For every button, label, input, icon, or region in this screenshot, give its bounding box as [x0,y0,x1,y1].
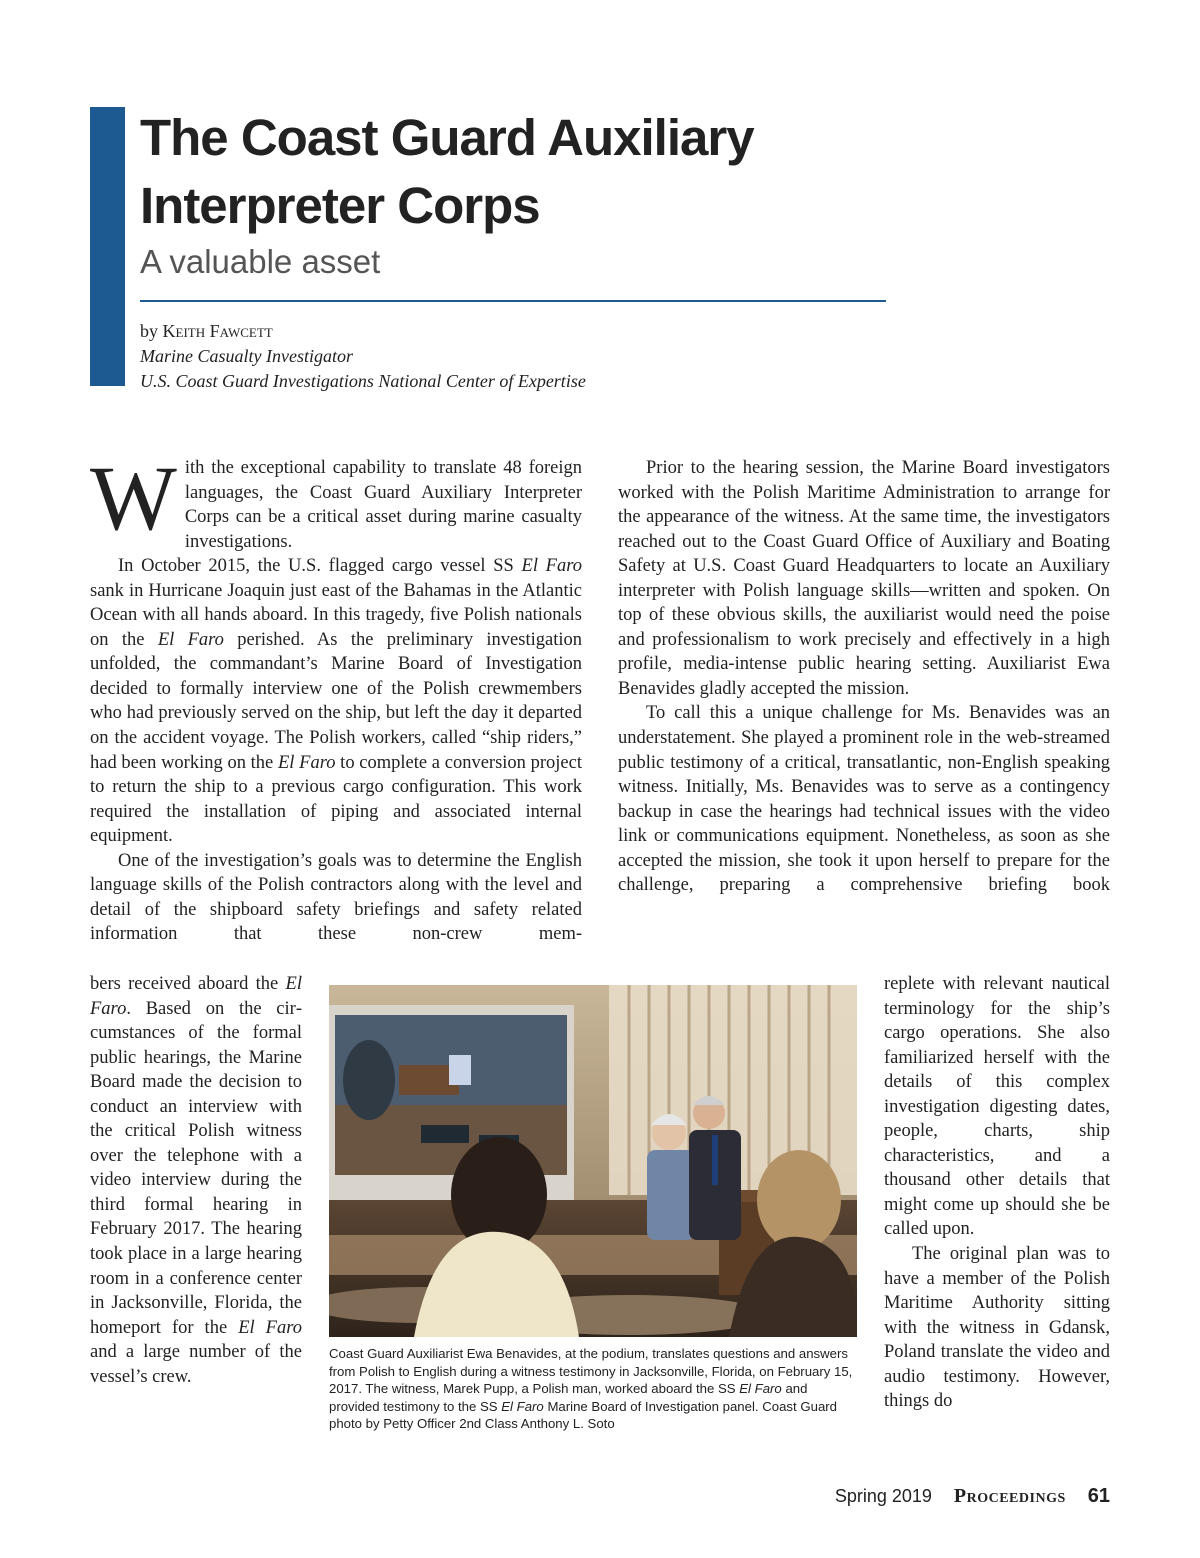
article-subtitle: A valuable asset [140,243,381,280]
title-line-2: Interpreter Corps [140,177,540,234]
right-column [618,456,1110,898]
article-title [140,104,1040,240]
page-number: 61 [1087,1485,1110,1507]
author-name: Keith Fawcett [162,321,273,341]
author-organization: U.S. Coast Guard Investigations National Center of Expertise [140,371,586,391]
byline [140,319,586,394]
paragraph-unique-challenge-cont: replete with relevant nautical terminology for the ship’s cargo operations. She also familiarized herself with the details of this complex investigation digesting dates, people, charts, ship characteristics, and a thousand other details that might come up should she be called upon. [884,974,1110,1240]
byline-prefix: by [140,321,158,341]
title-divider [140,300,886,302]
left-narrow-column [90,972,302,1389]
photo-caption: Coast Guard Auxiliarist Ewa Benavides, at the podium, translates questions and answers from Polish to English during a witness testimony in Jacksonville, Florida, on February 15, 2017. The witness, Marek Pupp, a Polish man, worked aboard the SS El Faro and provided testimony to the SS El Faro Marine Board of Investigation panel. Coast Guard photo by Petty Officer 2nd Class Anthony L. Soto [329,1346,853,1432]
title-accent-bar [90,107,125,386]
page-footer [835,1485,1110,1508]
paragraph-investigation-goals: One of the investigation’s goals was to determine the English language skills of the Polish contractors along with the level and detail of the shipboard safety briefings and safety related information that these non-crew mem- [90,850,582,945]
paragraph-hearing-prep: Prior to the hearing session, the Marine Board investigators worked with the Polish Maritime Administration to arrange for the appearance of the witness. At the same time, the investigators reached out to the Coast Guard Office of Auxiliary and Boating Safety at U.S. Coast Guard Headquarters to locate an Auxiliary interpreter with Polish language skills—written and spoken. On top of these obvious skills, the auxiliarist would need the poise and professionalism to work precisely and effectively in a high profile, media-intense public hearing setting. Auxiliarist Ewa Benavides gladly accepted the mission. [618,458,1110,699]
drop-cap: W [90,447,177,549]
paragraph-original-plan: The original plan was to have a member of the Polish Maritime Authority sitting with the witness in Gdansk, Poland translate the video and audio testimony. However, things do [884,1244,1110,1412]
paragraph-unique-challenge: To call this a unique challenge for Ms. Benavides was an understatement. She played a prominent role in the web-streamed public testimony of a critical, transatlantic, non-English speaking witness. Initially, Ms. Benavides was to serve as a contingency backup in case the hearings had technical issues with the video link or communications equipment. Nonetheless, as soon as she accepted the mission, she took it upon herself to prepare for the challenge, preparing a comprehensive briefing book [618,703,1110,896]
issue-date: Spring 2019 [834,1486,932,1506]
hearing-photo [329,985,857,1337]
right-narrow-column [884,972,1110,1414]
title-line-1: The Coast Guard Auxiliary [140,109,754,166]
left-column [90,447,582,947]
intro-paragraph: With the exceptional capability to translate 48 foreign languages, the Coast Guard Auxiliary Interpreter Corps can be a critical asset during marine casualty investigations. [90,447,582,552]
publication-name: Proceedings [953,1485,1066,1507]
paragraph-el-faro-sinking: In October 2015, the U.S. flagged cargo vessel SS El Faro sank in Hurricane Joaquin just east of the Bahamas in the Atlantic Ocean with all hands aboard. In this tragedy, five Polish nationals on the El Faro perished. As the preliminary investigation unfolded, the commandant’s Marine Board of Investigation decided to formally interview one of the Polish crewmembers who had previously served on the ship, but left the day it departed on the accident voyage. The Polish workers, called “ship riders,” had been working on the El Faro to complete a conversion project to return the ship to a previous cargo configuration. This work required the installation of piping and associated internal equipment. [90,556,582,847]
author-role: Marine Casualty Investigator [140,346,353,366]
paragraph-investigation-goals-cont: bers received aboard the El Faro. Based on the circumstances of the formal public hearings, the Marine Board made the decision to conduct an interview with the critical Polish witness over the telephone with a video interview during the third formal hearing in February 2017. The hearing took place in a large hearing room in a conference center in Jacksonville, Florida, the homeport for the El Faro and a large number of the vessel’s crew. [90,974,302,1387]
